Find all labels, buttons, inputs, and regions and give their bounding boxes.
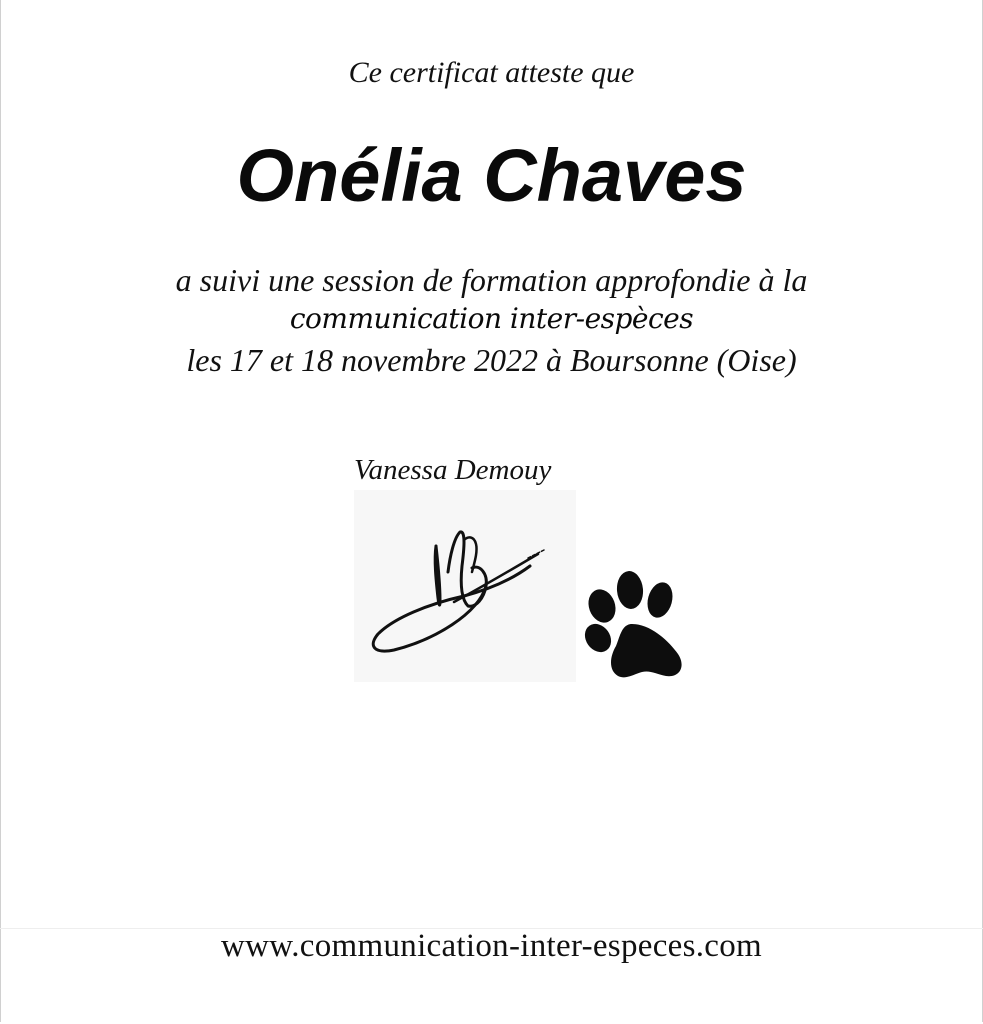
signature-image	[354, 490, 576, 682]
website-url[interactable]: www.communication-inter-especes.com	[220, 928, 762, 964]
paw-print-icon	[580, 568, 686, 684]
course-title: communication inter-espèces	[289, 302, 694, 335]
certificate-intro: Ce certificat atteste que	[348, 56, 635, 89]
signature-icon	[354, 490, 576, 682]
training-description: a suivi une session de formation approfondie à la	[175, 262, 808, 298]
recipient-name: Onélia Chaves	[236, 134, 747, 217]
signer-name: Vanessa Demouy	[354, 454, 552, 486]
training-dates-location: les 17 et 18 novembre 2022 à Boursonne (Oise)	[186, 342, 797, 378]
